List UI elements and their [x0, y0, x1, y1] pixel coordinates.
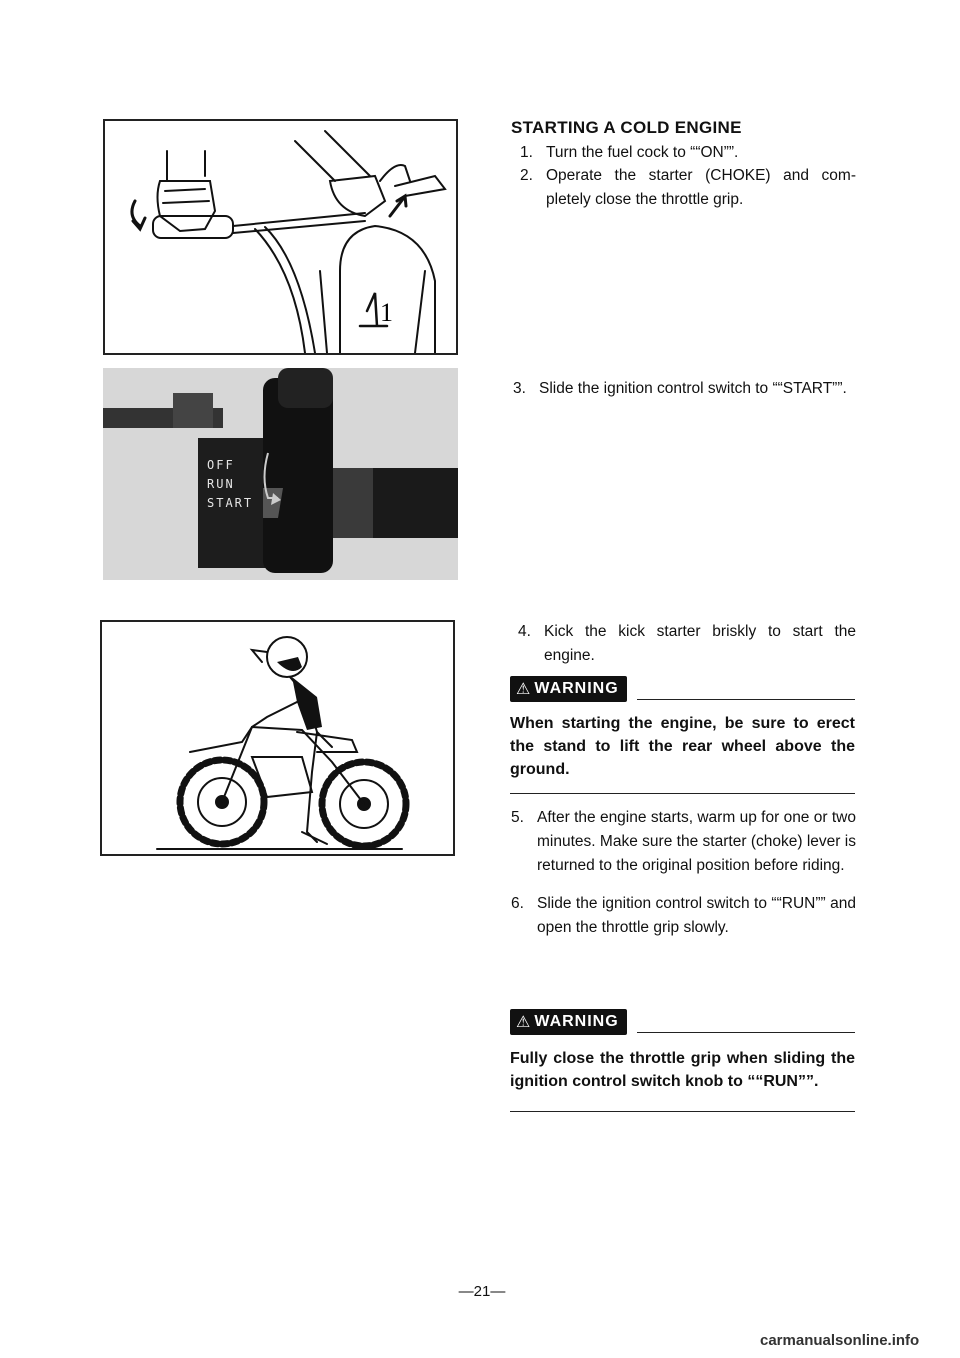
throttle-illustration: [105, 121, 456, 353]
warning-triangle-icon: ⚠: [516, 1014, 532, 1031]
section-heading: STARTING A COLD ENGINE: [511, 118, 742, 137]
step-4: [518, 620, 856, 668]
step-number: 3.: [513, 380, 526, 397]
warning-bottom-rule: [510, 793, 855, 794]
step-text: Slide the ignition control switch to ““START””.: [539, 380, 847, 397]
page-number: —21—: [458, 1283, 506, 1300]
watermark: carmanualsonline.info: [760, 1332, 920, 1349]
ignition-switch-illustration: [103, 368, 458, 580]
step-number: 5.: [511, 809, 524, 826]
switch-label-off: OFF: [207, 458, 235, 472]
step-number: 1.: [520, 144, 533, 161]
switch-label-run: RUN: [207, 477, 235, 491]
step-text: Kick the kick starter briskly to start the engine.: [544, 623, 856, 664]
warning-badge: [510, 1009, 627, 1035]
step-text: Turn the fuel cock to ““ON””.: [546, 144, 739, 161]
warning-label: WARNING: [534, 1013, 619, 1030]
warning-rule: [637, 1032, 855, 1033]
step-text: After the engine starts, warm up for one or two minutes. Make sure the starter (choke) lever is returned to the original position before riding.: [537, 809, 856, 874]
step-number: 4.: [518, 623, 531, 640]
figure-ignition-switch-photo: [103, 368, 458, 580]
warning-triangle-icon: ⚠: [516, 681, 532, 698]
step-text: Slide the ignition control switch to ““RUN”” and open the throttle grip slowly.: [537, 895, 856, 936]
warning-text: When starting the engine, be sure to erect the stand to lift the rear wheel above the ground.: [510, 715, 855, 778]
warning-text: Fully close the throttle grip when sliding the ignition control switch knob to ““RUN””.: [510, 1050, 855, 1090]
step-6: [511, 892, 856, 940]
warning-label: WARNING: [534, 680, 619, 697]
step-1: [520, 141, 856, 165]
step-2: [520, 164, 856, 212]
rider-illustration: [102, 622, 453, 854]
warning-1: [510, 676, 855, 794]
step-text: Operate the starter (CHOKE) and com-pletely close the throttle grip.: [546, 167, 856, 208]
warning-bottom-rule: [510, 1111, 855, 1112]
warning-rule: [637, 699, 855, 700]
warning-2: [510, 1009, 855, 1112]
switch-label-start: START: [207, 496, 254, 510]
warning-badge: [510, 676, 627, 702]
figure-rider-kickstart: [100, 620, 455, 856]
figure-throttle-choke: [103, 119, 458, 355]
figure1-number: 1: [380, 298, 393, 327]
step-number: 2.: [520, 167, 533, 184]
step-3: [513, 377, 856, 401]
step-number: 6.: [511, 895, 524, 912]
step-5: [511, 806, 856, 878]
